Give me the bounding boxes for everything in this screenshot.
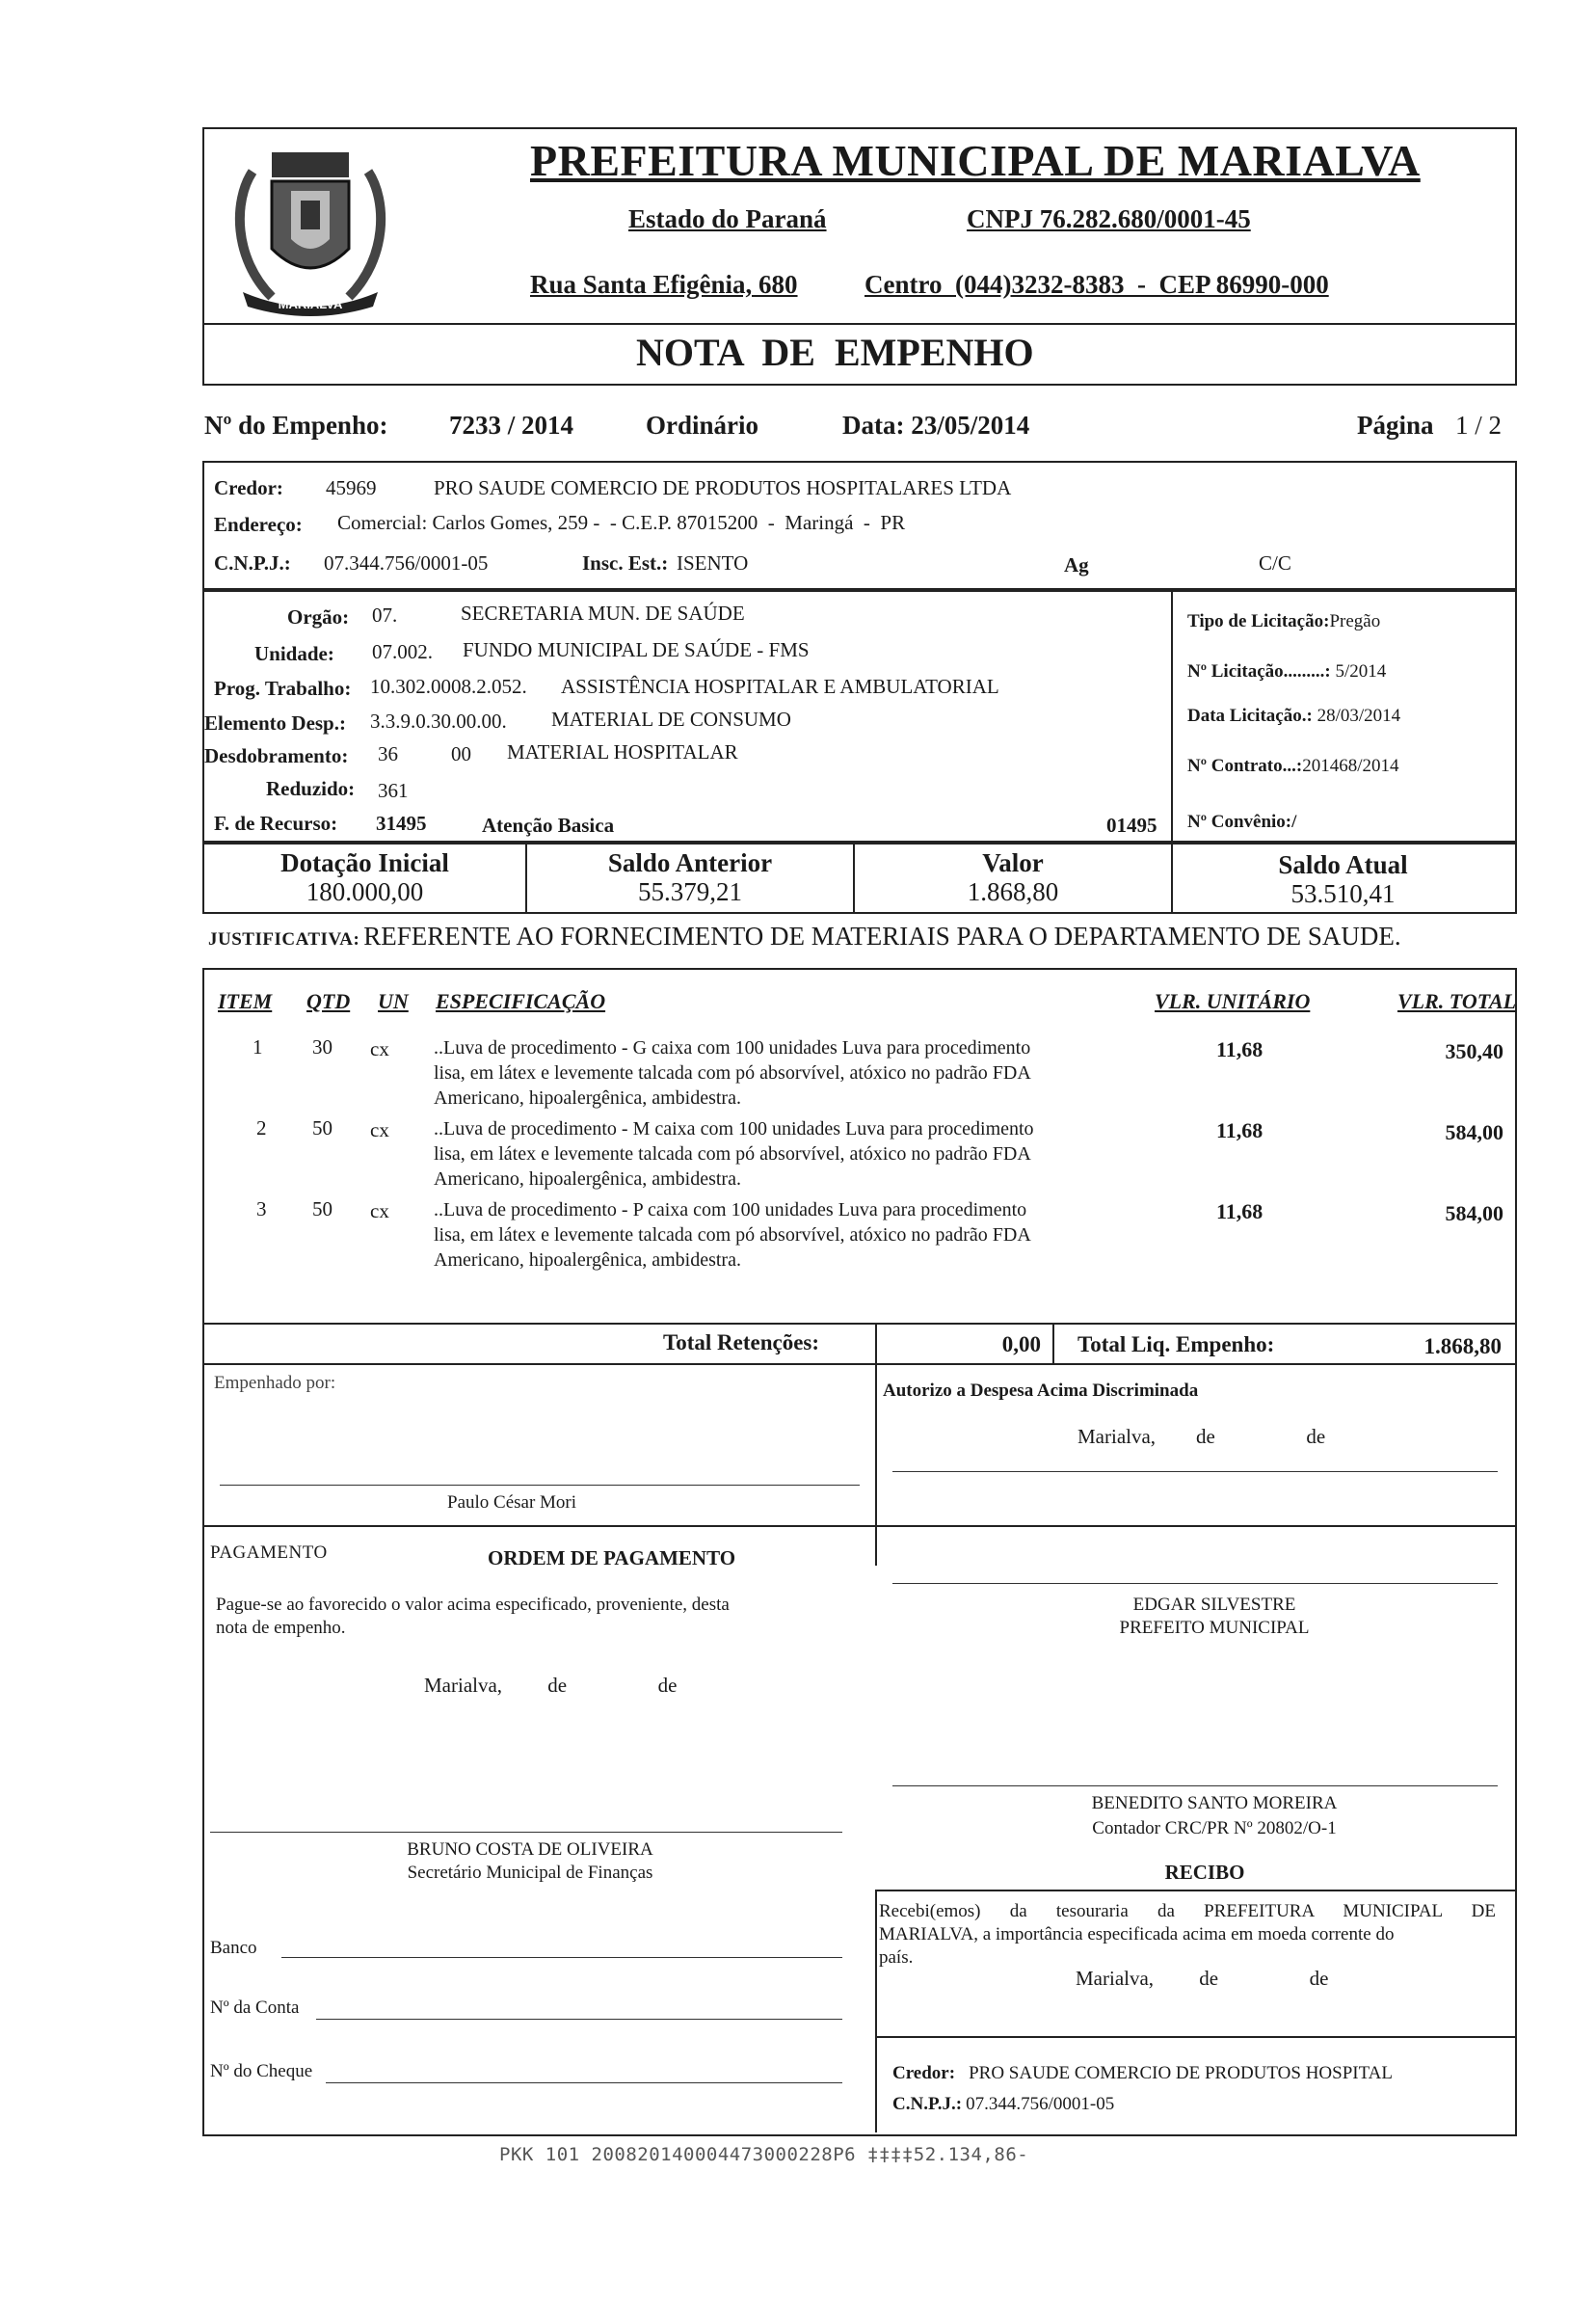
banco-line — [281, 1957, 842, 1958]
valor-value: 1.868,80 — [967, 877, 1059, 906]
pagamento-date: Marialva, de de — [424, 1674, 678, 1697]
retencoes-value: 0,00 — [1001, 1332, 1041, 1356]
item-desc-line: ..Luva de procedimento - M caixa com 100 unidades Luva para procedimento — [434, 1118, 1034, 1140]
retencoes-label: Total Retenções: — [663, 1330, 820, 1354]
conta-line — [316, 2019, 842, 2020]
liq-empenho-value: 1.868,80 — [1423, 1334, 1502, 1358]
reduzido-value: 361 — [378, 779, 409, 802]
item-unit-price: 11,68 — [1216, 1118, 1264, 1142]
contador-name: BENEDITO SANTO MOREIRA — [1091, 1793, 1338, 1813]
elemento-code: 3.3.9.0.30.00.00. — [370, 710, 507, 733]
endereco-value: Comercial: Carlos Gomes, 259 - - C.E.P. 87015200 - Maringá - PR — [337, 511, 906, 534]
page-number: 1 / 2 — [1455, 411, 1503, 440]
footer-mid-divider — [875, 1363, 877, 1566]
desdobramento-label: Desdobramento: — [204, 744, 349, 767]
empenho-date: Data: 23/05/2014 — [842, 411, 1030, 440]
reduzido-label: Reduzido: — [266, 777, 356, 800]
saldo-anterior-label: Saldo Anterior — [607, 848, 773, 877]
licitacao-divider — [1171, 590, 1173, 843]
coat-of-arms-logo — [214, 133, 407, 326]
prefeito-cargo: PREFEITO MUNICIPAL — [1119, 1618, 1310, 1638]
orgao-label: Orgão: — [287, 605, 350, 629]
item-total: 584,00 — [1445, 1120, 1503, 1144]
dotacao-label: Dotação Inicial — [280, 848, 449, 877]
desdobramento-sub: 00 — [451, 742, 471, 765]
totals-div-1 — [875, 1323, 877, 1365]
credor-code: 45969 — [326, 476, 377, 499]
ordem-pagamento-label: ORDEM DE PAGAMENTO — [488, 1546, 736, 1569]
credor-cnpj-label: C.N.P.J.: — [214, 551, 291, 575]
saldo-atual-value: 53.510,41 — [1290, 879, 1396, 908]
responsavel-name: Paulo César Mori — [447, 1492, 577, 1513]
recurso-code: 31495 — [376, 812, 427, 835]
recurso-label: F. de Recurso: — [214, 812, 338, 835]
signature-line — [892, 1471, 1498, 1472]
ag-label: Ag — [1064, 553, 1089, 576]
pagamento-label: PAGAMENTO — [210, 1542, 328, 1563]
credor-label: Credor: — [214, 476, 283, 499]
item-number: 3 — [256, 1197, 267, 1220]
contact-label: Centro (044)3232-8383 - CEP 86990-000 — [864, 270, 1329, 299]
empenhado-por-label: Empenhado por: — [214, 1373, 336, 1393]
secretario-cargo: Secretário Municipal de Finanças — [407, 1863, 653, 1883]
prefeito-name: EDGAR SILVESTRE — [1132, 1595, 1296, 1615]
liq-empenho-label: Total Liq. Empenho: — [1077, 1332, 1275, 1356]
numero-licitacao: Nº Licitação.........: 5/2014 — [1187, 661, 1387, 682]
state-label: Estado do Paraná — [628, 204, 827, 233]
item-un: cx — [370, 1118, 389, 1141]
empenho-type: Ordinário — [646, 411, 759, 440]
banco-label: Banco — [210, 1938, 257, 1958]
orgao-name: SECRETARIA MUN. DE SAÚDE — [461, 602, 745, 625]
empenho-number: 7233 / 2014 — [449, 411, 574, 440]
signature-line — [892, 1583, 1498, 1584]
valor-label: Valor — [982, 848, 1044, 877]
dotacao-value: 180.000,00 — [306, 877, 424, 906]
saldo-atual-label: Saldo Atual — [1278, 850, 1408, 879]
col-item: ITEM — [218, 989, 273, 1013]
page-label: Página — [1357, 411, 1434, 440]
credor-name: PRO SAUDE COMERCIO DE PRODUTOS HOSPITALARES LTDA — [434, 476, 1012, 499]
item-desc-line: lisa, em látex e levemente talcada com pó absorvível, atóxico no padrão FDA — [434, 1224, 1031, 1246]
prog-code: 10.302.0008.2.052. — [370, 675, 527, 698]
totals-div-2 — [1052, 1323, 1054, 1365]
saldo-anterior-value: 55.379,21 — [638, 877, 742, 906]
unidade-code: 07.002. — [372, 640, 433, 663]
secretario-name: BRUNO COSTA DE OLIVEIRA — [407, 1839, 653, 1860]
recibo-cnpj: C.N.P.J.: 07.344.756/0001-05 — [892, 2094, 1115, 2114]
numero-convenio: Nº Convênio:/ — [1187, 812, 1297, 832]
contador-cargo: Contador CRC/PR Nº 20802/O-1 — [1092, 1818, 1337, 1838]
unidade-label: Unidade: — [254, 642, 334, 665]
item-desc-line: Americano, hipoalergênica, ambidestra. — [434, 1168, 741, 1190]
empenho-number-label: Nº do Empenho: — [204, 411, 388, 440]
recibo-line-2: MARIALVA, a importância especificada acima em moeda corrente do — [879, 1924, 1395, 1944]
tipo-licitacao: Tipo de Licitação:Pregão — [1187, 611, 1381, 631]
cheque-line — [326, 2082, 842, 2083]
recibo-date: Marialva, de de — [1076, 1967, 1329, 1990]
insc-value: ISENTO — [677, 551, 749, 575]
item-desc-line: lisa, em látex e levemente talcada com pó absorvível, atóxico no padrão FDA — [434, 1062, 1031, 1084]
page-title: PREFEITURA MUNICIPAL DE MARIALVA — [530, 136, 1421, 185]
insc-label: Insc. Est.: — [582, 551, 669, 575]
pague-line-2: nota de empenho. — [216, 1618, 346, 1638]
recibo-credor-top — [875, 2036, 1515, 2038]
document-title: NOTA DE EMPENHO — [636, 331, 1034, 374]
unidade-name: FUNDO MUNICIPAL DE SAÚDE - FMS — [463, 638, 810, 661]
item-total: 584,00 — [1445, 1201, 1503, 1225]
autorizo-date: Marialva, de de — [1077, 1425, 1326, 1448]
item-total: 350,40 — [1445, 1039, 1503, 1063]
orgao-code: 07. — [372, 603, 398, 627]
desdobramento-code: 36 — [378, 742, 398, 765]
item-desc-line: Americano, hipoalergênica, ambidestra. — [434, 1249, 741, 1271]
signature-line — [892, 1785, 1498, 1786]
address-label: Rua Santa Efigênia, 680 — [530, 270, 798, 299]
recibo-credor: Credor: PRO SAUDE COMERCIO DE PRODUTOS HOSPITAL — [892, 2063, 1394, 2083]
item-desc-line: ..Luva de procedimento - P caixa com 100 unidades Luva para procedimento — [434, 1199, 1027, 1220]
endereco-label: Endereço: — [214, 513, 303, 536]
item-un: cx — [370, 1037, 389, 1060]
svg-text:MARIALVA: MARIALVA — [278, 297, 343, 311]
item-number: 1 — [253, 1035, 263, 1059]
prog-label: Prog. Trabalho: — [214, 677, 352, 700]
item-desc-line: Americano, hipoalergênica, ambidestra. — [434, 1087, 741, 1109]
item-un: cx — [370, 1199, 389, 1222]
prog-name: ASSISTÊNCIA HOSPITALAR E AMBULATORIAL — [561, 675, 999, 698]
conta-label: Nº da Conta — [210, 1998, 300, 2018]
col-vlr-unitario: VLR. UNITÁRIO — [1155, 989, 1311, 1013]
justificativa: JUSTIFICATIVA: REFERENTE AO FORNECIMENTO DE MATERIAIS PARA O DEPARTAMENTO DE SAUDE. — [208, 922, 1401, 951]
col-un: UN — [378, 989, 409, 1013]
recibo-top — [875, 1890, 1515, 1891]
totals-bottom — [202, 1363, 1515, 1365]
col-qtd: QTD — [306, 989, 351, 1013]
recibo-credor-left — [875, 2036, 877, 2132]
signature-line — [220, 1485, 860, 1486]
item-unit-price: 11,68 — [1216, 1037, 1264, 1061]
autorizo-label: Autorizo a Despesa Acima Discriminada — [883, 1381, 1199, 1401]
cnpj-label: CNPJ 76.282.680/0001-45 — [967, 204, 1251, 233]
item-qtd: 30 — [312, 1035, 332, 1059]
col-especificacao: ESPECIFICAÇÃO — [436, 989, 606, 1013]
signature-line — [210, 1832, 842, 1833]
item-number: 2 — [256, 1116, 267, 1140]
recibo-left — [875, 1890, 877, 2036]
recibo-line-3: país. — [879, 1947, 914, 1968]
item-desc-line: ..Luva de procedimento - G caixa com 100 unidades Luva para procedimento — [434, 1037, 1031, 1059]
data-licitacao: Data Licitação.: 28/03/2014 — [1187, 706, 1401, 726]
recurso-code-2: 01495 — [1106, 814, 1157, 837]
col-vlr-total: VLR. TOTAL — [1397, 989, 1517, 1013]
elemento-name: MATERIAL DE CONSUMO — [551, 708, 791, 731]
cheque-label: Nº do Cheque — [210, 2061, 313, 2081]
pagamento-top — [202, 1525, 1515, 1527]
bank-code-line: PKK 101 200820140004473000228P6 ‡‡‡‡52.134,86- — [499, 2144, 1029, 2165]
recibo-line-1: Recebi(emos) da tesouraria da PREFEITURA MUNICIPAL DE — [879, 1901, 1496, 1921]
elemento-label: Elemento Desp.: — [204, 711, 346, 735]
desdobramento-name: MATERIAL HOSPITALAR — [507, 740, 738, 764]
cc-label: C/C — [1259, 551, 1291, 575]
item-unit-price: 11,68 — [1216, 1199, 1264, 1223]
recurso-name: Atenção Basica — [482, 814, 615, 837]
pague-line-1: Pague-se ao favorecido o valor acima especificado, proveniente, desta — [216, 1595, 730, 1615]
item-desc-line: lisa, em látex e levemente talcada com pó absorvível, atóxico no padrão FDA — [434, 1143, 1031, 1165]
item-qtd: 50 — [312, 1197, 332, 1220]
item-qtd: 50 — [312, 1116, 332, 1140]
recibo-title: RECIBO — [1164, 1861, 1245, 1884]
credor-cnpj: 07.344.756/0001-05 — [324, 551, 489, 575]
numero-contrato: Nº Contrato...:201468/2014 — [1187, 756, 1399, 776]
